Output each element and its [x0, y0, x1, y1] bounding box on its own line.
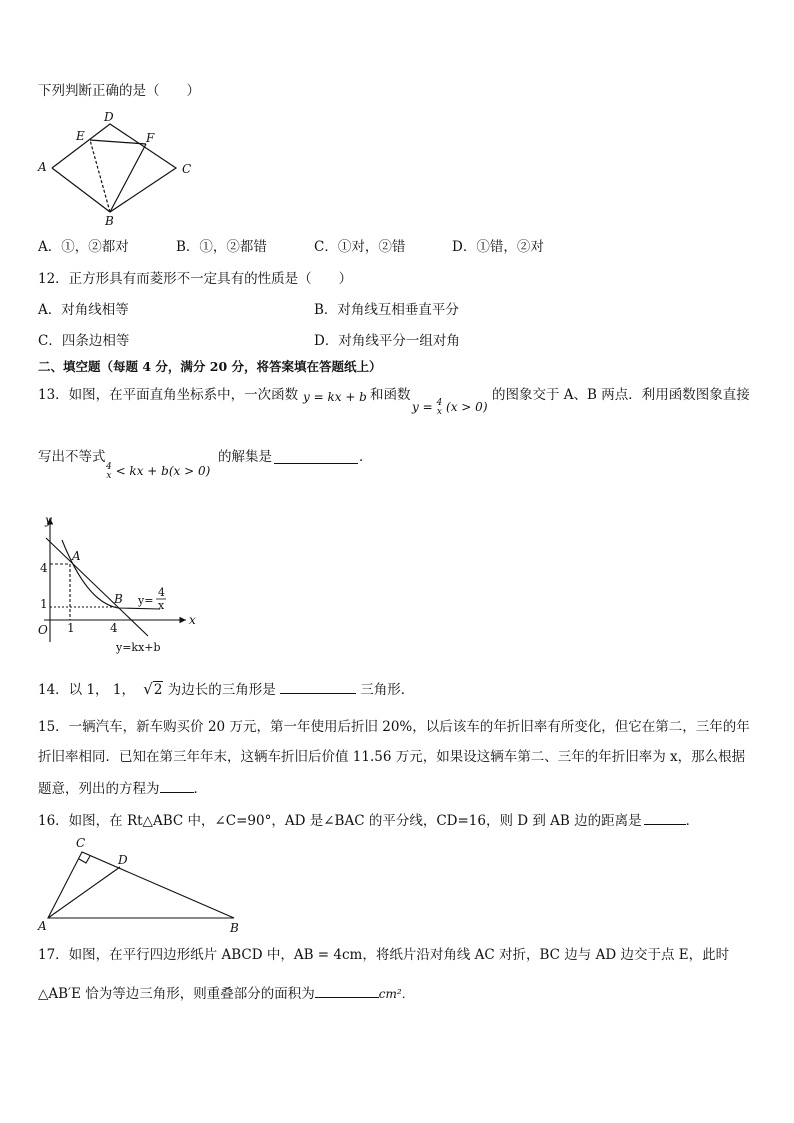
q15-line1: 15．一辆汽车，新车购买价 20 万元，第一年使用后折旧 20%，以后该车的年折旧率有所变化，但它在第二，三年的年: [38, 719, 750, 735]
q13-inequality: 4 x < kx + b(x > 0): [106, 461, 211, 481]
q13-function-graph: [34, 512, 209, 660]
q14-part3: 三角形．: [360, 682, 415, 698]
q12-option-a: A．对角线相等: [38, 302, 129, 318]
origin-label: O: [38, 623, 48, 637]
bisector-AD: [48, 867, 120, 918]
q13-eq-reciprocal: y = 4 x (x > 0): [412, 397, 488, 417]
q13-line2-a: 写出不等式: [38, 449, 106, 465]
q13-eq-linear: y = kx + b: [303, 390, 367, 404]
q16-text: 16．如图，在 Rt△ABC 中，∠C=90°，AD 是∠BAC 的平分线，CD=16，则 D 到 AB 边的距离是 ．: [38, 813, 700, 829]
label-F: F: [146, 131, 155, 145]
point-A-label: A: [72, 549, 81, 563]
q13-line2-end: ．: [359, 449, 373, 465]
q13-recip-fraction: 4 x: [436, 397, 443, 417]
segment-BE-dashed: [90, 140, 110, 212]
q15-answer-blank[interactable]: [160, 779, 194, 793]
label-A: A: [38, 919, 47, 933]
q17-line1: 17．如图，在平行四边形纸片 ABCD 中，AB = 4cm，将纸片沿对角线 AC 对折，BC 边与 AD 边交于点 E，此时: [38, 947, 730, 963]
section-2-title: 二、填空题（每题 4 分，满分 20 分，将答案填在答题纸上）: [38, 359, 382, 374]
linear-line: [46, 538, 148, 636]
label-C: C: [76, 836, 86, 850]
q14-text: [38, 680, 414, 699]
q13-answer-blank[interactable]: [274, 450, 358, 464]
q16-triangle-figure: [34, 834, 249, 936]
triangle-ABC: [48, 852, 234, 918]
label-C: C: [182, 162, 192, 176]
q12-option-b: B．对角线互相垂直平分: [314, 302, 459, 318]
tick-y-4: 4: [40, 561, 48, 575]
tick-x-4: 4: [110, 621, 118, 635]
q12-stem: 12．正方形具有而菱形不一定具有的性质是（ ）: [38, 271, 353, 287]
label-B: B: [230, 921, 239, 935]
label-A: A: [38, 160, 47, 174]
q12-option-d: D．对角线平分一组对角: [314, 333, 460, 349]
label-B: B: [105, 214, 114, 228]
q13-part2: 和函数: [370, 387, 411, 403]
q16-answer-blank[interactable]: [644, 811, 686, 825]
q14-sqrt: √2: [143, 680, 163, 698]
segment-BF: [110, 144, 146, 212]
q13-line2-b: 的解集是: [218, 449, 272, 465]
q11-option-b: B．①，②都错: [176, 239, 267, 255]
q17-line2: △AB′E 恰为等边三角形，则重叠部分的面积为 cm²．: [38, 986, 414, 1002]
q11-option-d: D．①错，②对: [452, 239, 544, 255]
label-E: E: [76, 129, 85, 143]
label-D: D: [104, 110, 114, 124]
curve-label: y=: [138, 594, 154, 607]
rhombus-outline: [52, 124, 176, 212]
q11-stem: 下列判断正确的是（ ）: [38, 83, 200, 99]
right-angle-mark: [79, 856, 90, 863]
label-D: D: [118, 853, 128, 867]
tick-x-1: 1: [67, 621, 75, 635]
q11-option-a: A．①，②都对: [38, 239, 129, 255]
q13-part1: 13．如图，在平面直角坐标系中，一次函数: [38, 387, 299, 403]
q13-ineq-fraction: 4 x: [106, 461, 112, 481]
q11-rhombus-figure: [34, 108, 204, 228]
axis-label-y: y: [45, 513, 52, 527]
q14-answer-blank[interactable]: [280, 680, 356, 694]
point-B-label: B: [114, 592, 123, 606]
q12-option-c: C．四条边相等: [38, 333, 130, 349]
curve-label-den: x: [158, 599, 165, 612]
q17-answer-blank[interactable]: [315, 984, 379, 998]
axis-label-x: x: [189, 613, 196, 627]
q14-part1: 14．以 1， 1，: [38, 682, 135, 698]
q15-line3: 题意，列出的方程为 ．: [38, 781, 207, 797]
q11-option-c: C．①对，②错: [314, 239, 406, 255]
curve-label-num: 4: [158, 586, 165, 599]
q13-part3: 的图象交于 A、B 两点．利用函数图象直接: [492, 387, 750, 403]
tick-y-1: 1: [40, 597, 48, 611]
line-label: y=kx+b: [116, 641, 161, 654]
q15-line2: 折旧率相同．已知在第三年年末，这辆车折旧后价值 11.56 万元，如果设这辆车第二、三年的年折旧率为 x，那么根据: [38, 749, 746, 765]
q14-part2: 为边长的三角形是: [167, 682, 276, 698]
